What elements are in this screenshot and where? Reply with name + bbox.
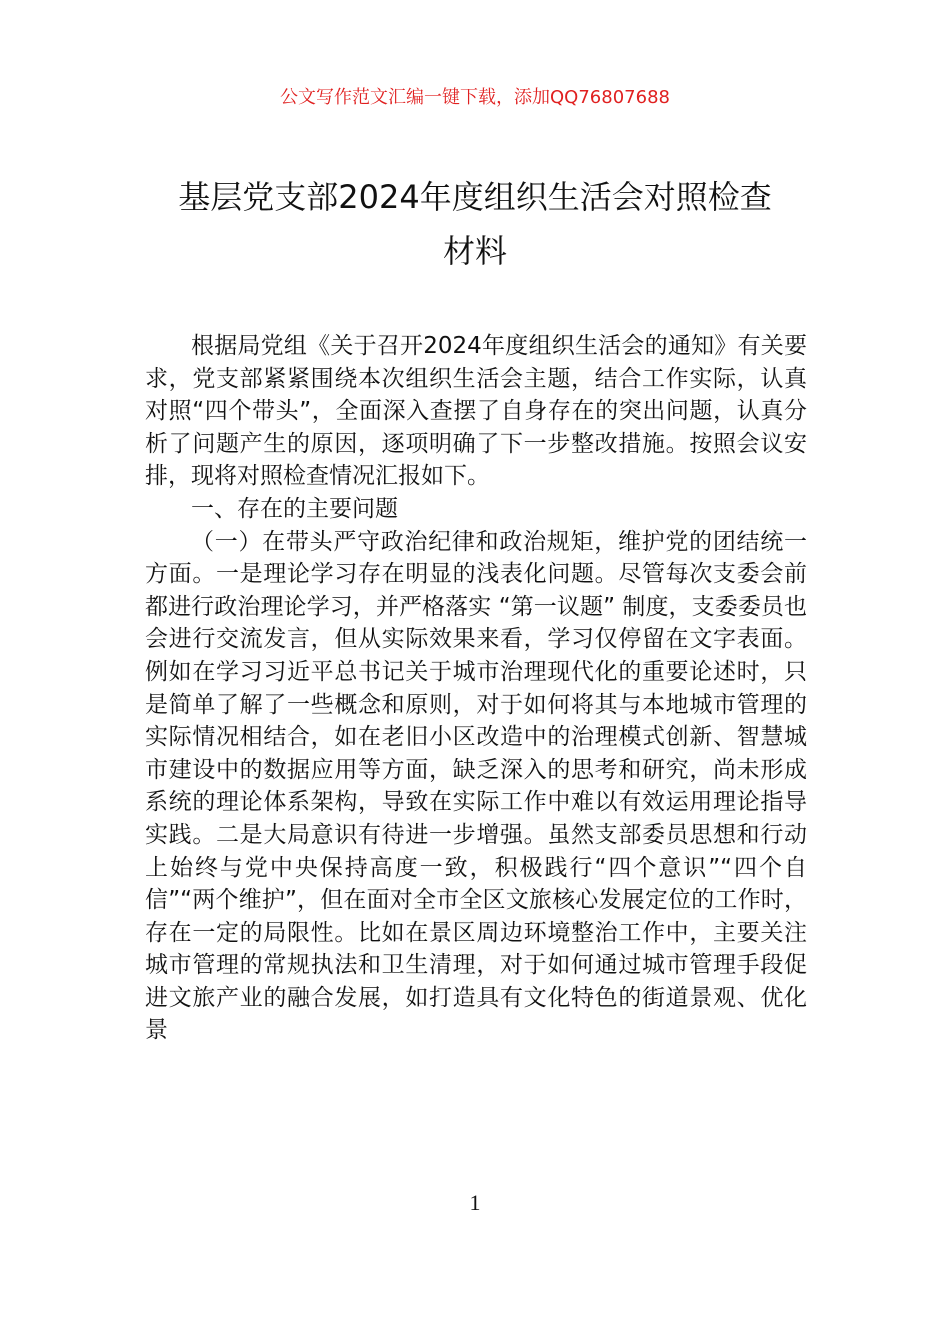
watermark-text: 公文写作范文汇编一键下载，添加QQ76807688 (280, 87, 670, 108)
title-line-1: 基层党支部2024年度组织生活会对照检查 (178, 178, 772, 216)
document-body (145, 330, 807, 1047)
page-number: 1 (469, 1190, 481, 1215)
body-paragraph: （一）在带头严守政治纪律和政治规矩，维护党的团结统一方面。一是理论学习存在明显的浅表化问题。尽管每次支委会前都进行政治理论学习，并严格落实 “第一议题” 制度，支委委员也会进行交流发言，但从实际效果来看，学习仅停留在文字表面。例如在学习习近平总书记关于城市治理现代化的重要论述时，只是简单了解了一些概念和原则，对于如何将其与本地城市管理的实际情况相结合，如在老旧小区改造中的治理模式创新、智慧城市建设中的数据应用等方面，缺乏深入的思考和研究，尚未形成系统的理论体系架构，导致在实际工作中难以有效运用理论指导实践。二是大局意识有待进一步增强。虽然支部委员思想和行动上始终与党中央保持高度一致，积极践行“四个意识”“四个自信”“两个维护”，但在面对全市全区文旅核心发展定位的工作时，存在一定的局限性。比如在景区周边环境整治工作中，主要关注城市管理的常规执法和卫生清理，对于如何通过城市管理手段促进文旅产业的融合发展，如打造具有文化特色的街道景观、优化景 (145, 528, 807, 1044)
intro-paragraph: 根据局党组《关于召开2024年度组织生活会的通知》有关要求，党支部紧紧围绕本次组织生活会主题，结合工作实际，认真对照“四个带头”，全面深入查摆了自身存在的突出问题，认真分析了问题产生的原因，逐项明确了下一步整改措施。按照会议安排，现将对照检查情况汇报如下。 (145, 333, 807, 490)
document-title (0, 170, 950, 278)
section-heading: 一、存在的主要问题 (191, 495, 398, 522)
title-line-2: 材料 (442, 232, 507, 270)
